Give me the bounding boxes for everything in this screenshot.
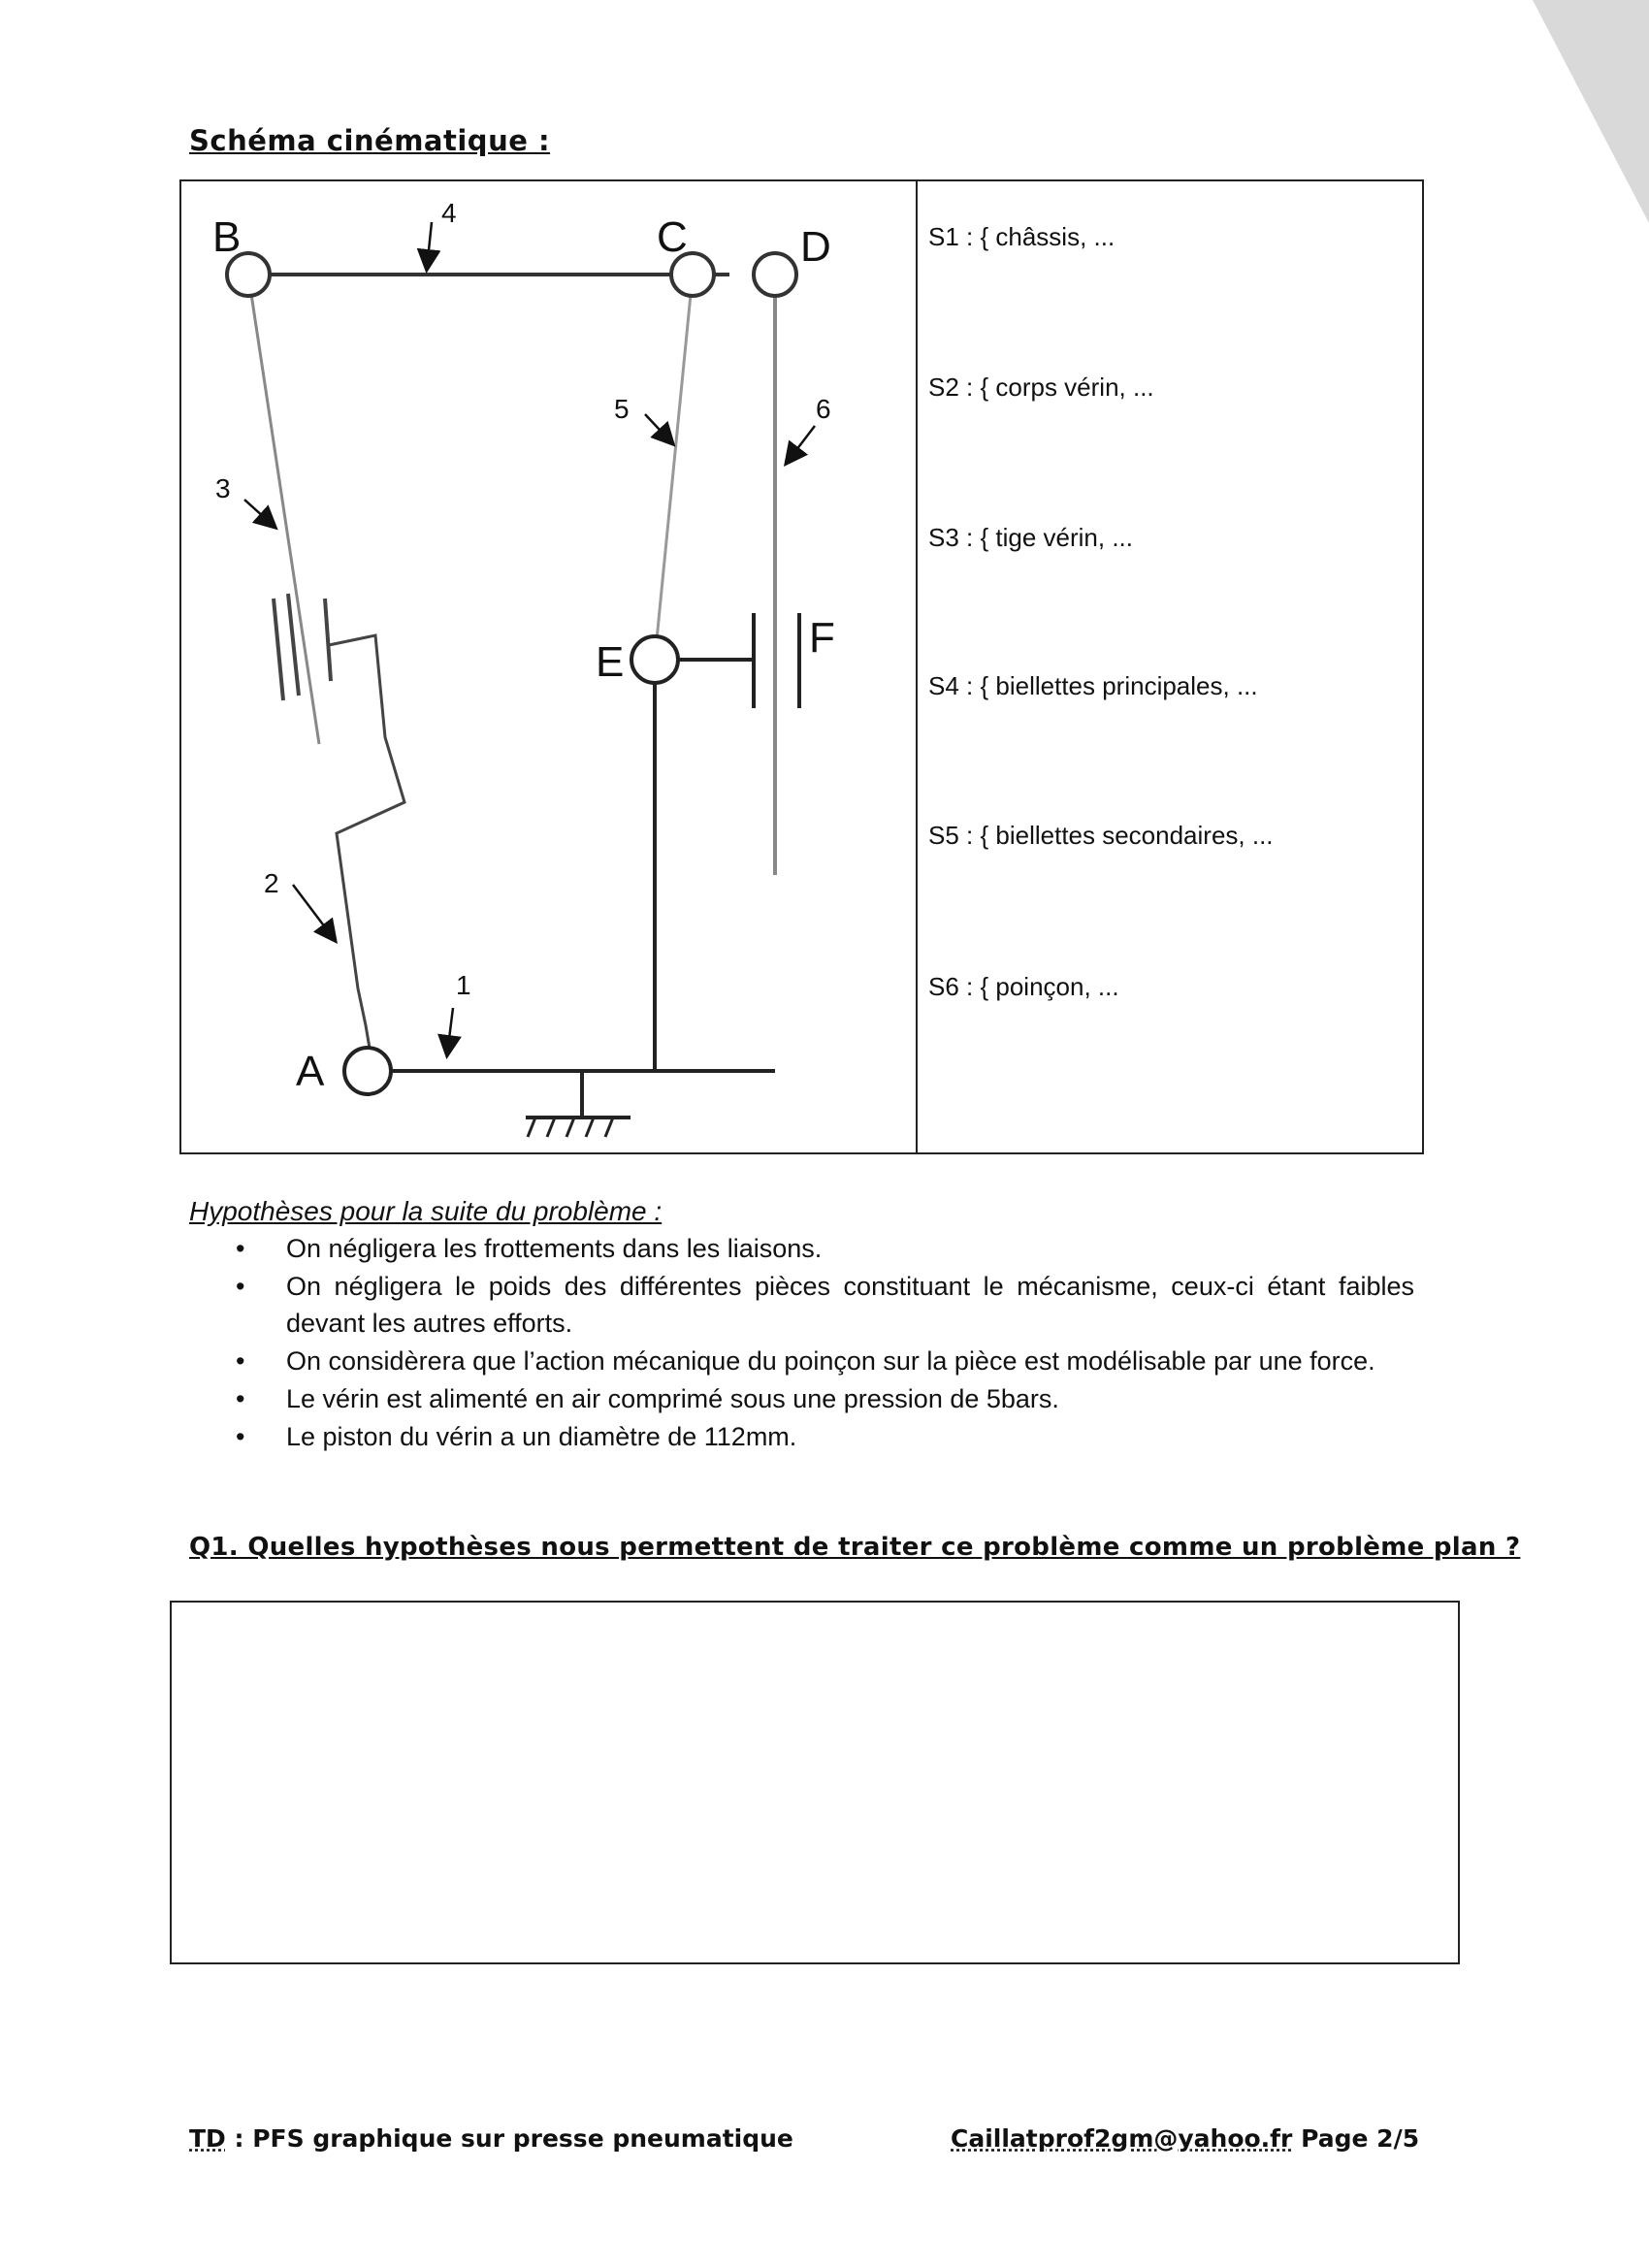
footer-title: : PFS graphique sur presse pneumatique bbox=[225, 2124, 793, 2153]
link-3 bbox=[248, 275, 319, 744]
bullet: • bbox=[236, 1234, 245, 1263]
kinematic-groups bbox=[928, 181, 1413, 1152]
joint-e bbox=[631, 636, 678, 683]
cylinder-wall-c bbox=[325, 599, 331, 681]
part-label-2: 2 bbox=[264, 868, 279, 898]
part-label-5: 5 bbox=[614, 394, 630, 424]
hypothesis-item bbox=[236, 1343, 1414, 1379]
footer-left bbox=[189, 2124, 793, 2153]
arrow-1 bbox=[447, 1008, 453, 1054]
group-s6: S6 : { poinçon, ... bbox=[928, 972, 1119, 1001]
cylinder-wall-b bbox=[288, 594, 299, 696]
point-label-c: C bbox=[657, 213, 688, 261]
question-q1: Q1. Quelles hypothèses nous permettent de traiter ce problème comme un problème plan ? bbox=[189, 1533, 1521, 1562]
page-fold-corner bbox=[1533, 0, 1649, 223]
arrow-3 bbox=[244, 500, 275, 527]
point-label-e: E bbox=[596, 638, 625, 686]
hypothesis-item bbox=[236, 1230, 1414, 1267]
group-s4: S4 : { biellettes principales, ... bbox=[928, 671, 1258, 700]
group-s5: S5 : { biellettes secondaires, ... bbox=[928, 821, 1274, 850]
part-label-3: 3 bbox=[215, 473, 231, 503]
part-label-4: 4 bbox=[441, 198, 457, 228]
ground-hatching bbox=[528, 1118, 613, 1137]
link-5 bbox=[655, 275, 693, 660]
group-s2: S2 : { corps vérin, ... bbox=[928, 373, 1154, 402]
bullet: • bbox=[236, 1272, 245, 1301]
footer-email: Caillatprof2gm@yahoo.fr bbox=[951, 2124, 1293, 2153]
part-label-6: 6 bbox=[816, 394, 831, 424]
link-2 bbox=[329, 635, 404, 1071]
point-label-a: A bbox=[296, 1048, 325, 1095]
hypothesis-item bbox=[236, 1268, 1414, 1342]
hypothesis-item bbox=[236, 1418, 1414, 1455]
joint-d bbox=[754, 253, 796, 296]
hypothesis-text: On considèrera que l’action mécanique du poinçon sur la pièce est modélisable par une force. bbox=[286, 1346, 1375, 1376]
hypothesis-text: On négligera les frottements dans les liaisons. bbox=[286, 1234, 823, 1263]
point-label-f: F bbox=[809, 614, 835, 662]
point-label-b: B bbox=[212, 213, 242, 261]
cylinder-wall-a bbox=[274, 599, 283, 700]
kinematic-diagram bbox=[181, 181, 916, 1152]
joint-a bbox=[344, 1048, 391, 1094]
arrow-5 bbox=[645, 414, 672, 443]
bullet: • bbox=[236, 1384, 245, 1413]
answer-box[interactable] bbox=[170, 1601, 1460, 1964]
footer-right bbox=[951, 2124, 1419, 2153]
group-s3: S3 : { tige vérin, ... bbox=[928, 523, 1133, 552]
group-s1: S1 : { châssis, ... bbox=[928, 222, 1116, 251]
footer-td: TD bbox=[189, 2124, 226, 2153]
kinematic-schema-table bbox=[179, 179, 1424, 1154]
arrow-2 bbox=[293, 885, 335, 940]
hypothesis-text: On négligera le poids des différentes pièces constituant le mécanisme, ceux-ci étant faibles devant les autres efforts. bbox=[286, 1272, 1414, 1338]
arrow-4 bbox=[427, 222, 432, 269]
hypothesis-text: Le vérin est alimenté en air comprimé sous une pression de 5bars. bbox=[286, 1384, 1059, 1413]
bullet: • bbox=[236, 1346, 245, 1376]
bullet: • bbox=[236, 1422, 245, 1451]
hypotheses-title: Hypothèses pour la suite du problème : bbox=[189, 1196, 663, 1226]
schema-divider bbox=[916, 181, 918, 1152]
hypotheses-list bbox=[236, 1230, 1414, 1456]
hypothesis-item bbox=[236, 1380, 1414, 1417]
part-label-1: 1 bbox=[456, 970, 471, 1000]
footer-page: Page 2/5 bbox=[1292, 2124, 1420, 2153]
hypothesis-text: Le piston du vérin a un diamètre de 112mm. bbox=[286, 1422, 797, 1451]
point-label-d: D bbox=[800, 223, 831, 271]
section-title: Schéma cinématique : bbox=[189, 124, 551, 157]
arrow-6 bbox=[787, 426, 815, 463]
